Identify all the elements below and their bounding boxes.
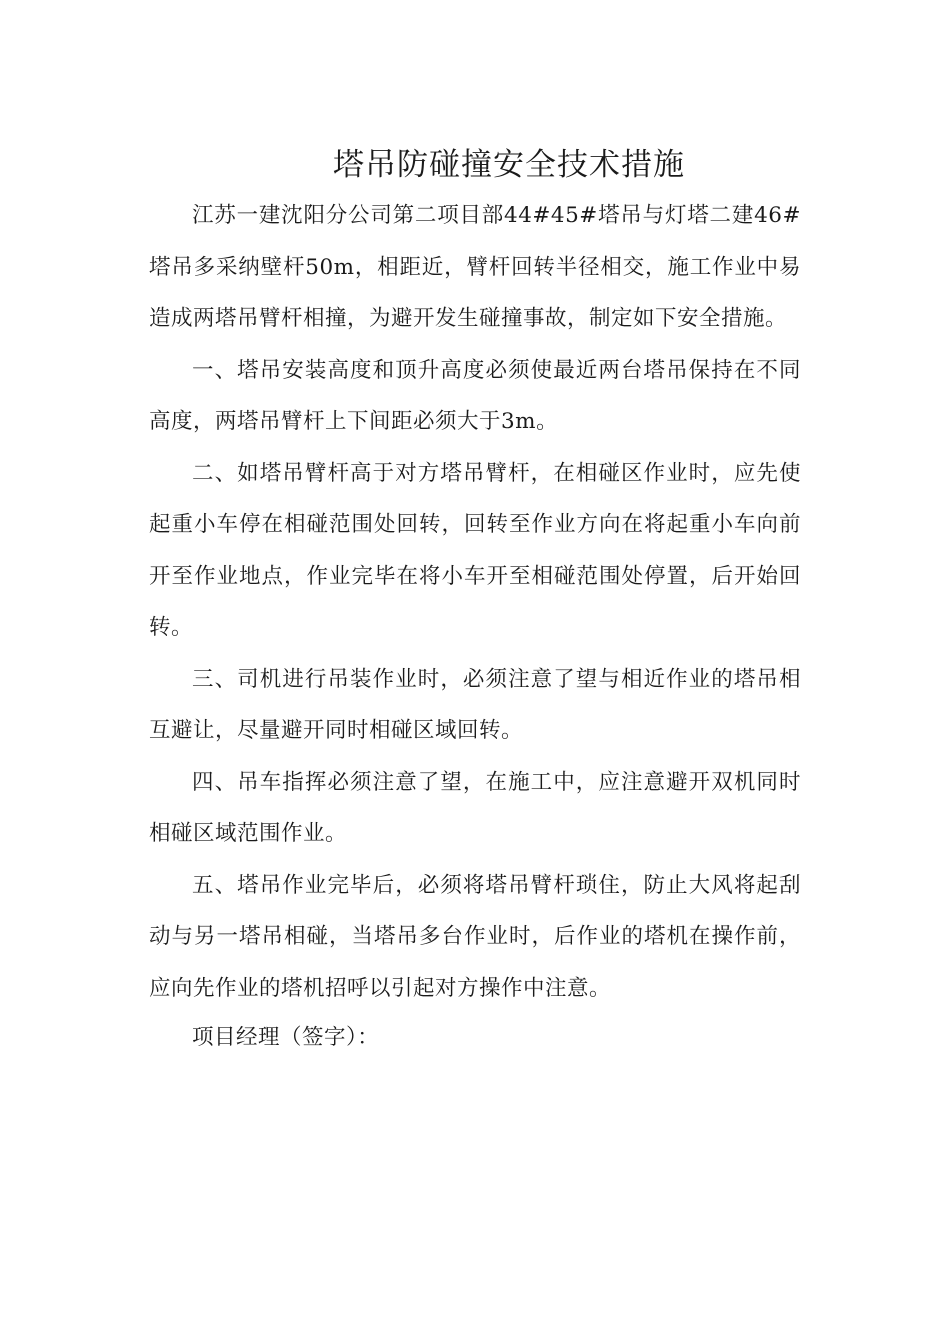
paragraph-item-1: 一、塔吊安装高度和顶升高度必须使最近两台塔吊保持在不同高度，两塔吊臂杆上下间距必须大于3m。 bbox=[149, 357, 801, 434]
paragraph-item-3: 三、司机进行吊装作业时，必须注意了望与相近作业的塔吊相互避让，尽量避开同时相碰区域回转。 bbox=[149, 666, 801, 743]
document-body bbox=[149, 190, 801, 1014]
paragraph-item-5: 五、塔吊作业完毕后，必须将塔吊臂杆琐住，防止大风将起刮动与另一塔吊相碰，当塔吊多台作业时，后作业的塔机在操作前，应向先作业的塔机招呼以引起对方操作中注意。 bbox=[149, 872, 801, 1001]
document-title: 塔吊防碰撞安全技术措施 bbox=[333, 146, 685, 183]
paragraph-intro: 江苏一建沈阳分公司第二项目部44#45#塔吊与灯塔二建46#塔吊多采纳壁杆50m，相距近，臂杆回转半径相交，施工作业中易造成两塔吊臂杆相撞，为避开发生碰撞事故，制定如下安全措施。 bbox=[149, 203, 801, 331]
paragraph-item-2: 二、如塔吊臂杆高于对方塔吊臂杆，在相碰区作业时，应先使起重小车停在相碰范围处回转，回转至作业方向在将起重小车向前开至作业地点，作业完毕在将小车开至相碰范围处停置，后开始回转。 bbox=[149, 460, 801, 640]
paragraph-item-4: 四、吊车指挥必须注意了望，在施工中，应注意避开双机同时相碰区域范围作业。 bbox=[149, 769, 801, 846]
signature-line: 项目经理（签字）： bbox=[192, 1025, 380, 1050]
